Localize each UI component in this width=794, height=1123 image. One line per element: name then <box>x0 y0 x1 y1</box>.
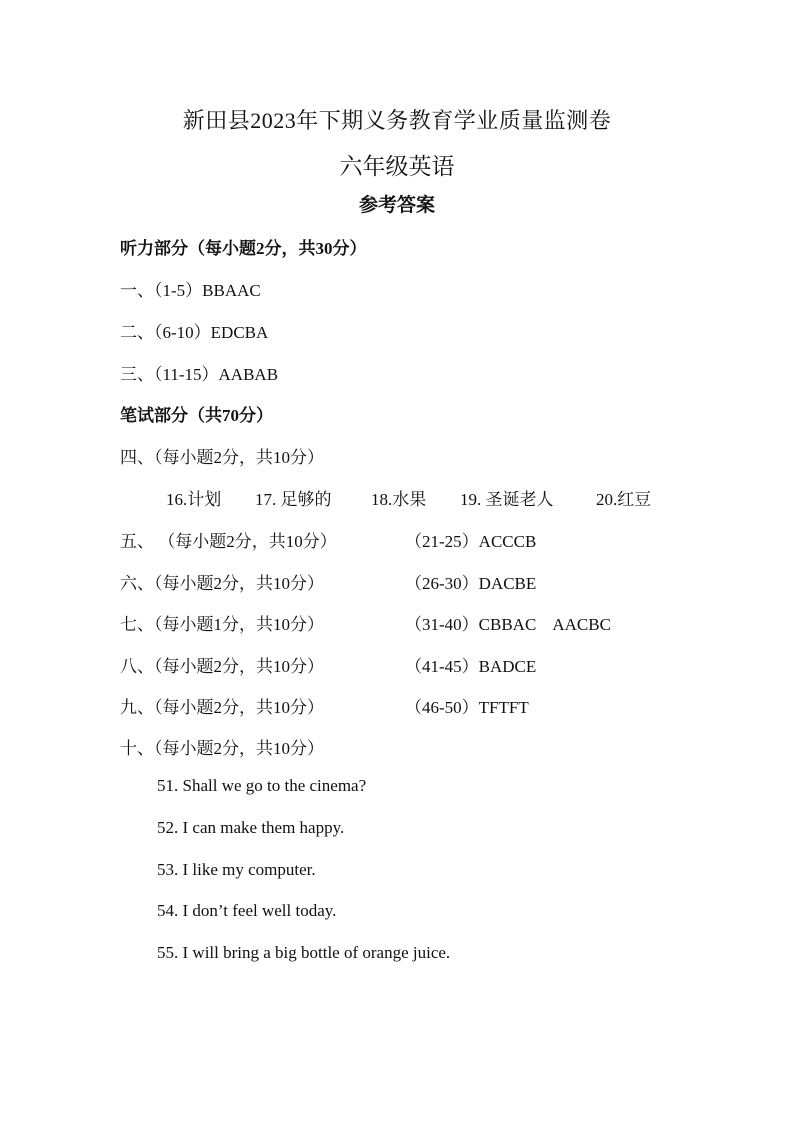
document-title: 新田县2023年下期义务教育学业质量监测卷 <box>182 108 612 133</box>
section-7-label: 七、（每小题1分，共10分） <box>120 615 324 634</box>
section-4-label: 四、（每小题2分，共10分） <box>120 448 324 467</box>
written-heading: 笔试部分（共70分） <box>120 406 273 425</box>
word-answer-17: 17. 足够的 <box>255 490 332 509</box>
section-9-label: 九、（每小题2分，共10分） <box>120 698 324 717</box>
word-answer-18: 18.水果 <box>371 490 427 509</box>
listening-item-1: 一、（1-5）BBAAC <box>120 281 261 300</box>
sentence-answer-52: 52. I can make them happy. <box>157 818 345 837</box>
listening-item-3: 三、（11-15）AABAB <box>120 365 279 384</box>
listening-heading: 听力部分（每小题2分，共30分） <box>120 239 367 258</box>
section-10-label: 十、（每小题2分，共10分） <box>120 739 324 758</box>
word-answer-16: 16.计划 <box>166 490 222 509</box>
subject-title: 六年级英语 <box>339 154 455 179</box>
section-8-answer: （41-45）BADCE <box>405 657 537 676</box>
section-8-label: 八、（每小题2分，共10分） <box>120 657 324 676</box>
section-7-answer: （31-40）CBBAC AACBC <box>405 615 611 634</box>
word-answer-20: 20.红豆 <box>596 490 652 509</box>
sentence-answer-54: 54. I don’t feel well today. <box>157 901 337 920</box>
section-6-answer: （26-30）DACBE <box>405 574 537 593</box>
sentence-answer-53: 53. I like my computer. <box>157 860 316 879</box>
word-answer-19: 19. 圣诞老人 <box>460 490 554 509</box>
section-5-answer: （21-25）ACCCB <box>405 532 537 551</box>
answers-heading: 参考答案 <box>358 195 435 216</box>
section-9-answer: （46-50）TFTFT <box>405 698 529 717</box>
sentence-answer-55: 55. I will bring a big bottle of orange juice. <box>157 943 451 962</box>
listening-item-2: 二、（6-10）EDCBA <box>120 323 269 342</box>
section-5-label: 五、 （每小题2分，共10分） <box>120 532 337 551</box>
sentence-answer-51: 51. Shall we go to the cinema? <box>157 776 367 795</box>
section-6-label: 六、（每小题2分，共10分） <box>120 574 324 593</box>
